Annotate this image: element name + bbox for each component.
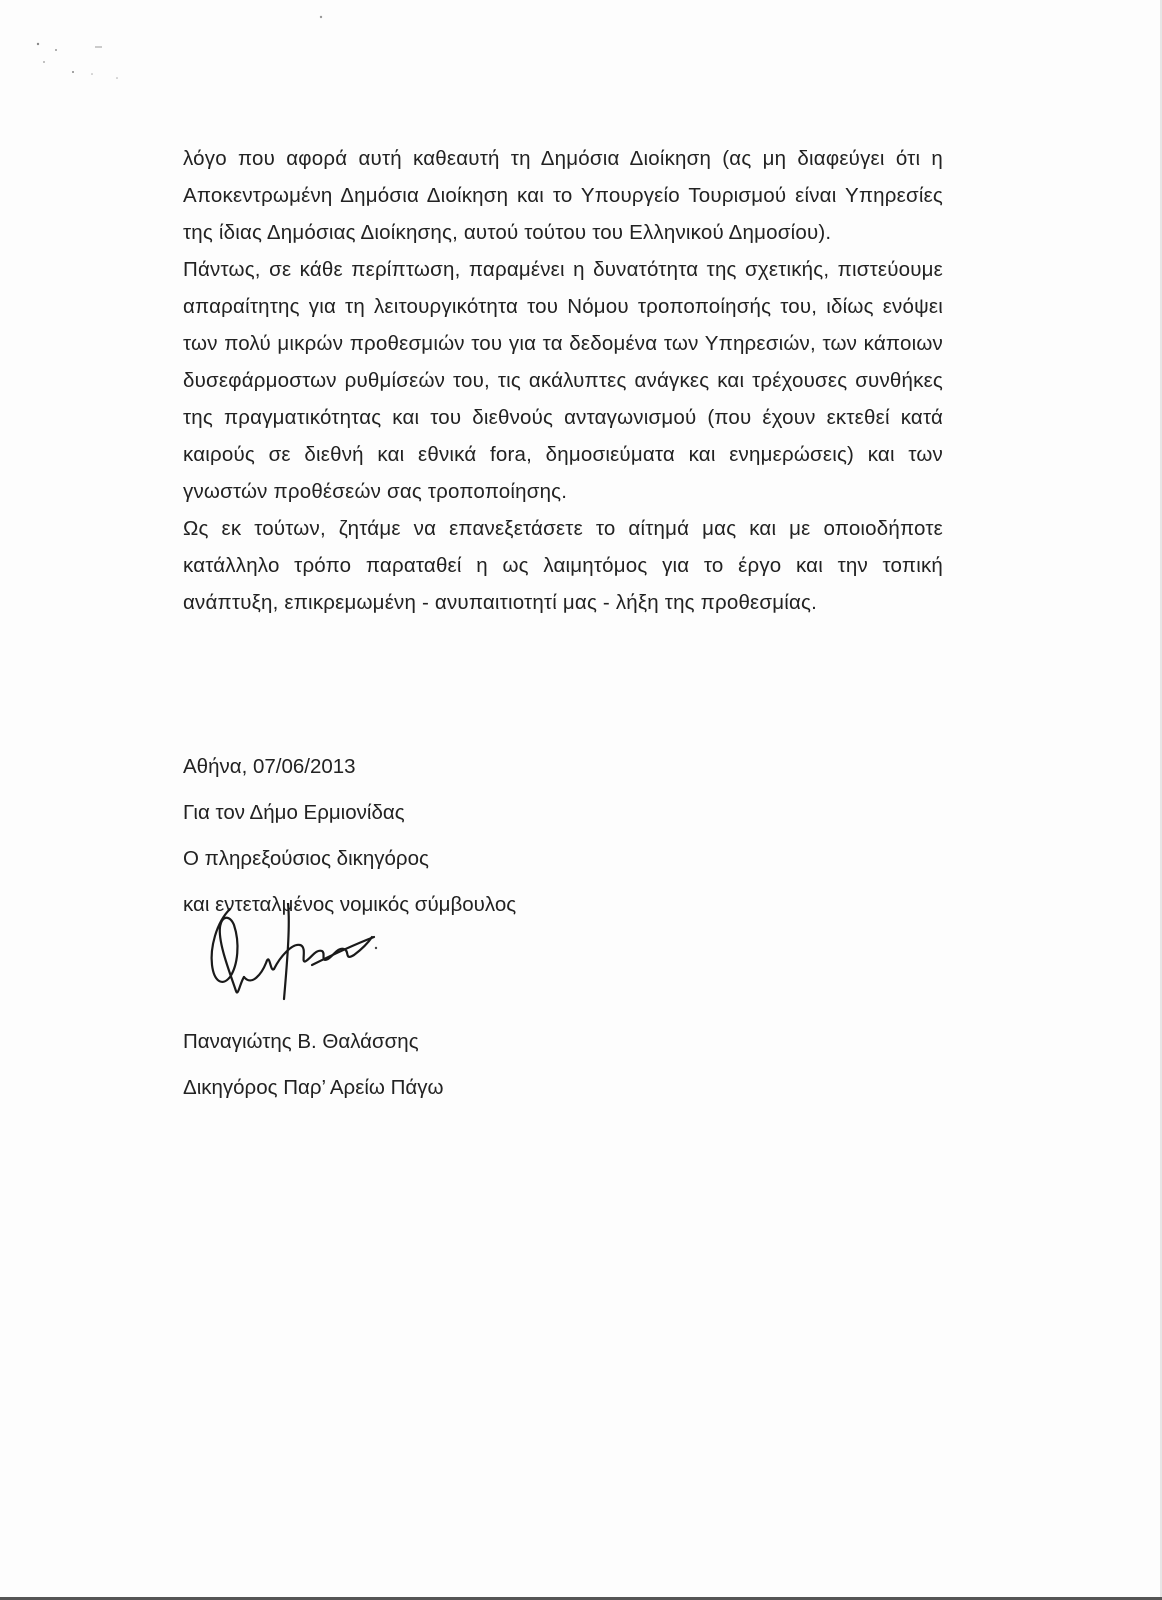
role-line-1: Ο πληρεξούσιος δικηγόρος (183, 847, 429, 870)
role-line-2: και εντεταλμένος νομικός σύμβουλος (183, 893, 517, 916)
paragraph-2: Πάντως, σε κάθε περίπτωση, παραμένει η δυνατότητα της σχετικής, πιστεύουμε απαραίτητης για τη λειτουργικότητα του Νόμου τροποποίησής του, ιδίως ενόψει των πολύ μικρών προθεσμιών του για τα δεδομένα των Υπηρεσιών, των κάποιων δυσεφάρμοστων ρυθμίσεών του, τις ακάλυπτες ανάγκες και τρέχουσες συνθήκες της πραγματικότητας και του διεθνούς ανταγωνισμού (που έχουν εκτεθεί κατά καιρούς σε διεθνή και εθνικά fora, δημοσιεύματα και ενημερώσεις) και των γνωστών προθέσεών σας τροποποίησης. (183, 258, 943, 503)
place-date: Αθήνα, 07/06/2013 (183, 755, 356, 778)
paragraph-1: λόγο που αφορά αυτή καθεαυτή τη Δημόσια Διοίκηση (ας μη διαφεύγει ότι η Αποκεντρωμένη Δημόσια Διοίκηση και το Υπουργείο Τουρισμού είναι Υπηρεσίες της ίδιας Δημόσιας Διοίκησης, αυτού τούτου του Ελληνικού Δημοσίου). (183, 147, 943, 244)
scan-speck-top (318, 14, 324, 20)
on-behalf-line: Για τον Δήμο Ερμιονίδας (183, 801, 405, 824)
signer-title: Δικηγόρος Παρ’ Αρείω Πάγω (183, 1076, 444, 1099)
paragraph-3: Ως εκ τούτων, ζητάμε να επανεξετάσετε το αίτημά μας και με οποιοδήποτε κατάλληλο τρόπο παραταθεί η ως λαιμητόμος για το έργο και την τοπική ανάπτυξη, επικρεμωμένη - ανυπαιτιοτητί μας - λήξη της προθεσμίας. (183, 517, 943, 614)
scan-specks (0, 0, 140, 90)
closing-block (183, 744, 516, 928)
signer-block (183, 1019, 444, 1111)
signer-name: Παναγιώτης Β. Θαλάσσης (183, 1030, 419, 1053)
handwritten-signature (208, 903, 383, 1008)
letter-body (183, 140, 943, 621)
